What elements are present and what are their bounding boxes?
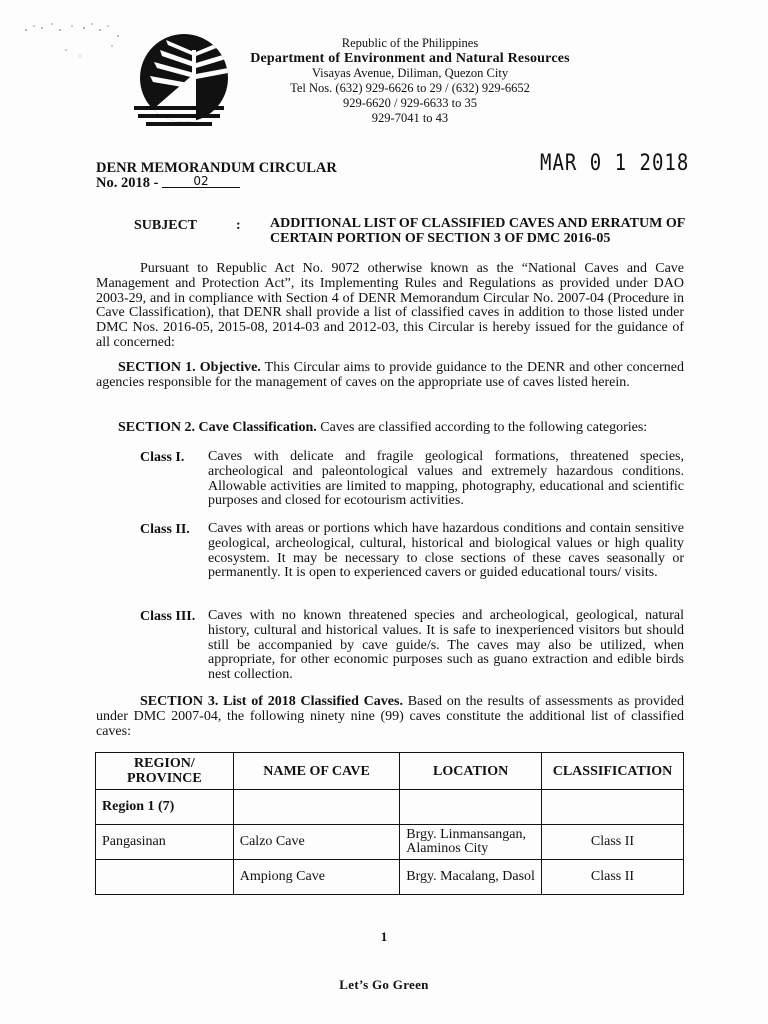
class-1-label: Class I. bbox=[140, 450, 185, 465]
table-cell-province bbox=[96, 860, 234, 895]
table-cell-cave: Ampiong Cave bbox=[233, 860, 400, 895]
section-2-text: Caves are classified according to the following categories: bbox=[316, 420, 648, 435]
scan-specks bbox=[22, 16, 132, 76]
table-cell-location: Brgy. Linmansangan, Alaminos City bbox=[400, 825, 542, 860]
memo-number-prefix: No. 2018 - bbox=[96, 175, 159, 191]
table-cell-classification: Class II bbox=[542, 860, 684, 895]
section-3-paragraph bbox=[96, 695, 684, 739]
section-3-text: Based on the results of assessments as provided under DMC 2007-04, the following ninety nine (99) caves constitute the additional list of classified caves: bbox=[96, 694, 684, 739]
table-cell-region: Region 1 (7) bbox=[96, 790, 234, 825]
header-region-province: REGION/ PROVINCE bbox=[96, 753, 234, 790]
table-cell-cave: Calzo Cave bbox=[233, 825, 400, 860]
header-location: LOCATION bbox=[400, 753, 542, 790]
table-row bbox=[96, 860, 684, 895]
header-classification: CLASSIFICATION bbox=[542, 753, 684, 790]
class-2-label: Class II. bbox=[140, 522, 190, 537]
class-3-label: Class III. bbox=[140, 609, 196, 624]
letterhead-tel-2: 929-6620 / 929-6633 to 35 bbox=[342, 96, 478, 110]
intro-text: Pursuant to Republic Act No. 9072 otherwise known as the “National Caves and Cave Management and Protection Act”, its Implementing Rules and Regulations as provided under DAO 2003-29, and in compliance with Section 4 of DENR Memorandum Circular No. 2007-04 (Procedure in Cave Classification), that DENR shall provide a list of classified caves in addition to those listed under DMC Nos. 2016-05, 2015-08, 2014-03 and 2012-03, this Circular is hereby issued for the guidance of all concerned: bbox=[96, 261, 684, 350]
caves-table bbox=[95, 752, 684, 895]
memo-title: DENR MEMORANDUM CIRCULAR bbox=[96, 160, 337, 176]
section-3-heading: SECTION 3. List of 2018 Classified Caves. bbox=[140, 694, 403, 709]
section-2-paragraph bbox=[96, 421, 684, 436]
memo-number bbox=[96, 175, 240, 192]
class-1-text: Caves with delicate and fragile geological formations, threatened species, archeological and paleontological values and extremely hazardous conditions. Allowable activities are limited to mapping, photography, educational and scientific purposes and closed for ecotourism activities. bbox=[208, 449, 684, 509]
subject-label: SUBJECT bbox=[134, 218, 198, 233]
section-1-paragraph bbox=[96, 361, 684, 391]
page-number: 1 bbox=[380, 929, 388, 944]
subject-text: ADDITIONAL LIST OF CLASSIFIED CAVES AND ERRATUM OF CERTAIN PORTION OF SECTION 3 OF DMC 2016-05 bbox=[270, 216, 685, 246]
section-2-heading: SECTION 2. Cave Classification. bbox=[118, 420, 317, 435]
memo-number-fill: 02 bbox=[162, 175, 240, 188]
letterhead bbox=[240, 36, 580, 126]
intro-paragraph bbox=[96, 262, 684, 351]
class-2-text: Caves with areas or portions which have hazardous conditions and contain sensitive geological, archeological, cultural, historical and biological values or high quality ecosystem. It may be necessary to close sections of these caves seasonally or permanently. It is open to experienced cavers or guided educational tours/ visits. bbox=[208, 521, 684, 581]
footer-slogan: Let’s Go Green bbox=[339, 977, 429, 992]
letterhead-address: Visayas Avenue, Diliman, Quezon City bbox=[311, 66, 509, 80]
header-name-of-cave: NAME OF CAVE bbox=[233, 753, 400, 790]
letterhead-tel-1: Tel Nos. (632) 929-6626 to 29 / (632) 929-6652 bbox=[290, 81, 530, 95]
subject-colon: : bbox=[236, 218, 241, 233]
table-cell-province: Pangasinan bbox=[96, 825, 234, 860]
letterhead-tel-3: 929-7041 to 43 bbox=[371, 111, 449, 125]
table-row bbox=[96, 825, 684, 860]
class-3-text: Caves with no known threatened species and archeological, geological, natural history, cultural and historical values. It is safe to inexperienced visitors but should still be accompanied by cave guide/s. The caves may also be utilized, when appropriate, for other economic purposes such as guano extraction and edible birds nest collection. bbox=[208, 608, 684, 683]
table-cell-location bbox=[400, 790, 542, 825]
section-1-text: This Circular aims to provide guidance to the DENR and other concerned agencies responsible for the management of caves on the appropriate use of caves listed herein. bbox=[96, 360, 684, 390]
table-cell-classification: Class II bbox=[542, 825, 684, 860]
table-cell-cave bbox=[233, 790, 400, 825]
table-cell-location: Brgy. Macalang, Dasol bbox=[400, 860, 542, 895]
letterhead-republic: Republic of the Philippines bbox=[341, 36, 479, 50]
section-1-heading: SECTION 1. Objective. bbox=[118, 360, 261, 375]
date-stamp: MAR 0 1 2018 bbox=[540, 150, 690, 176]
letterhead-department: Department of Environment and Natural Resources bbox=[250, 51, 570, 66]
table-cell-classification bbox=[542, 790, 684, 825]
denr-logo bbox=[126, 32, 230, 128]
table-row bbox=[96, 790, 684, 825]
table-header-row bbox=[96, 753, 684, 790]
